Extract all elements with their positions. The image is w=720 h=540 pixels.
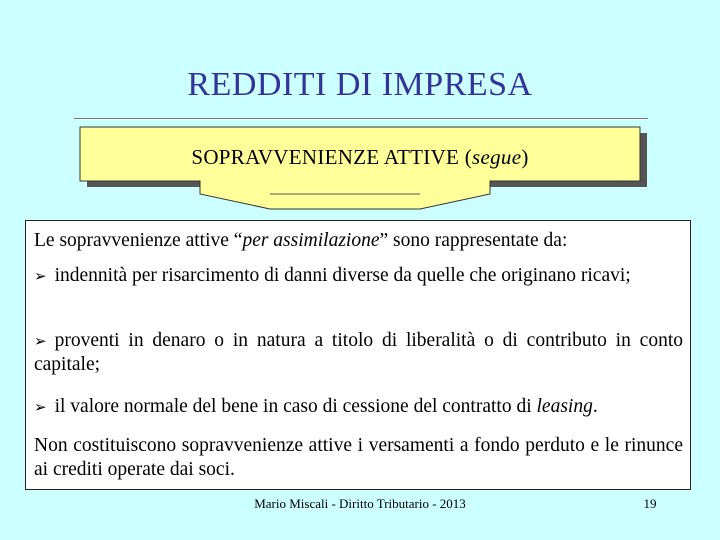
- arrow-bullet-icon: ➢: [34, 267, 47, 285]
- list-item: ➢ proventi in denaro o in natura a titolo di liberalità o di contributo in conto capitale;: [34, 330, 683, 375]
- content-box: [25, 220, 691, 490]
- list-item: ➢ il valore normale del bene in caso di cessione del contratto di leasing.: [34, 396, 598, 417]
- arrow-bullet-icon: ➢: [34, 398, 47, 416]
- slide-footer: Mario Miscali - Diritto Tributario - 2013: [254, 496, 466, 511]
- intro-paragraph: Le sopravvenienze attive “per assimilazione” sono rappresentate da:: [34, 230, 568, 251]
- arrow-bullet-icon: ➢: [34, 332, 47, 350]
- slide-title: REDDITI DI IMPRESA: [187, 66, 533, 103]
- page-number: 19: [643, 496, 657, 511]
- callout-heading: SOPRAVVENIENZE ATTIVE (segue): [191, 145, 529, 169]
- closing-paragraph: Non costituiscono sopravvenienze attive i versamenti a fondo perduto e le rinunce ai crediti operate dai soci.: [34, 435, 683, 480]
- list-item: ➢ indennità per risarcimento di danni diverse da quelle che originano ricavi;: [34, 265, 631, 286]
